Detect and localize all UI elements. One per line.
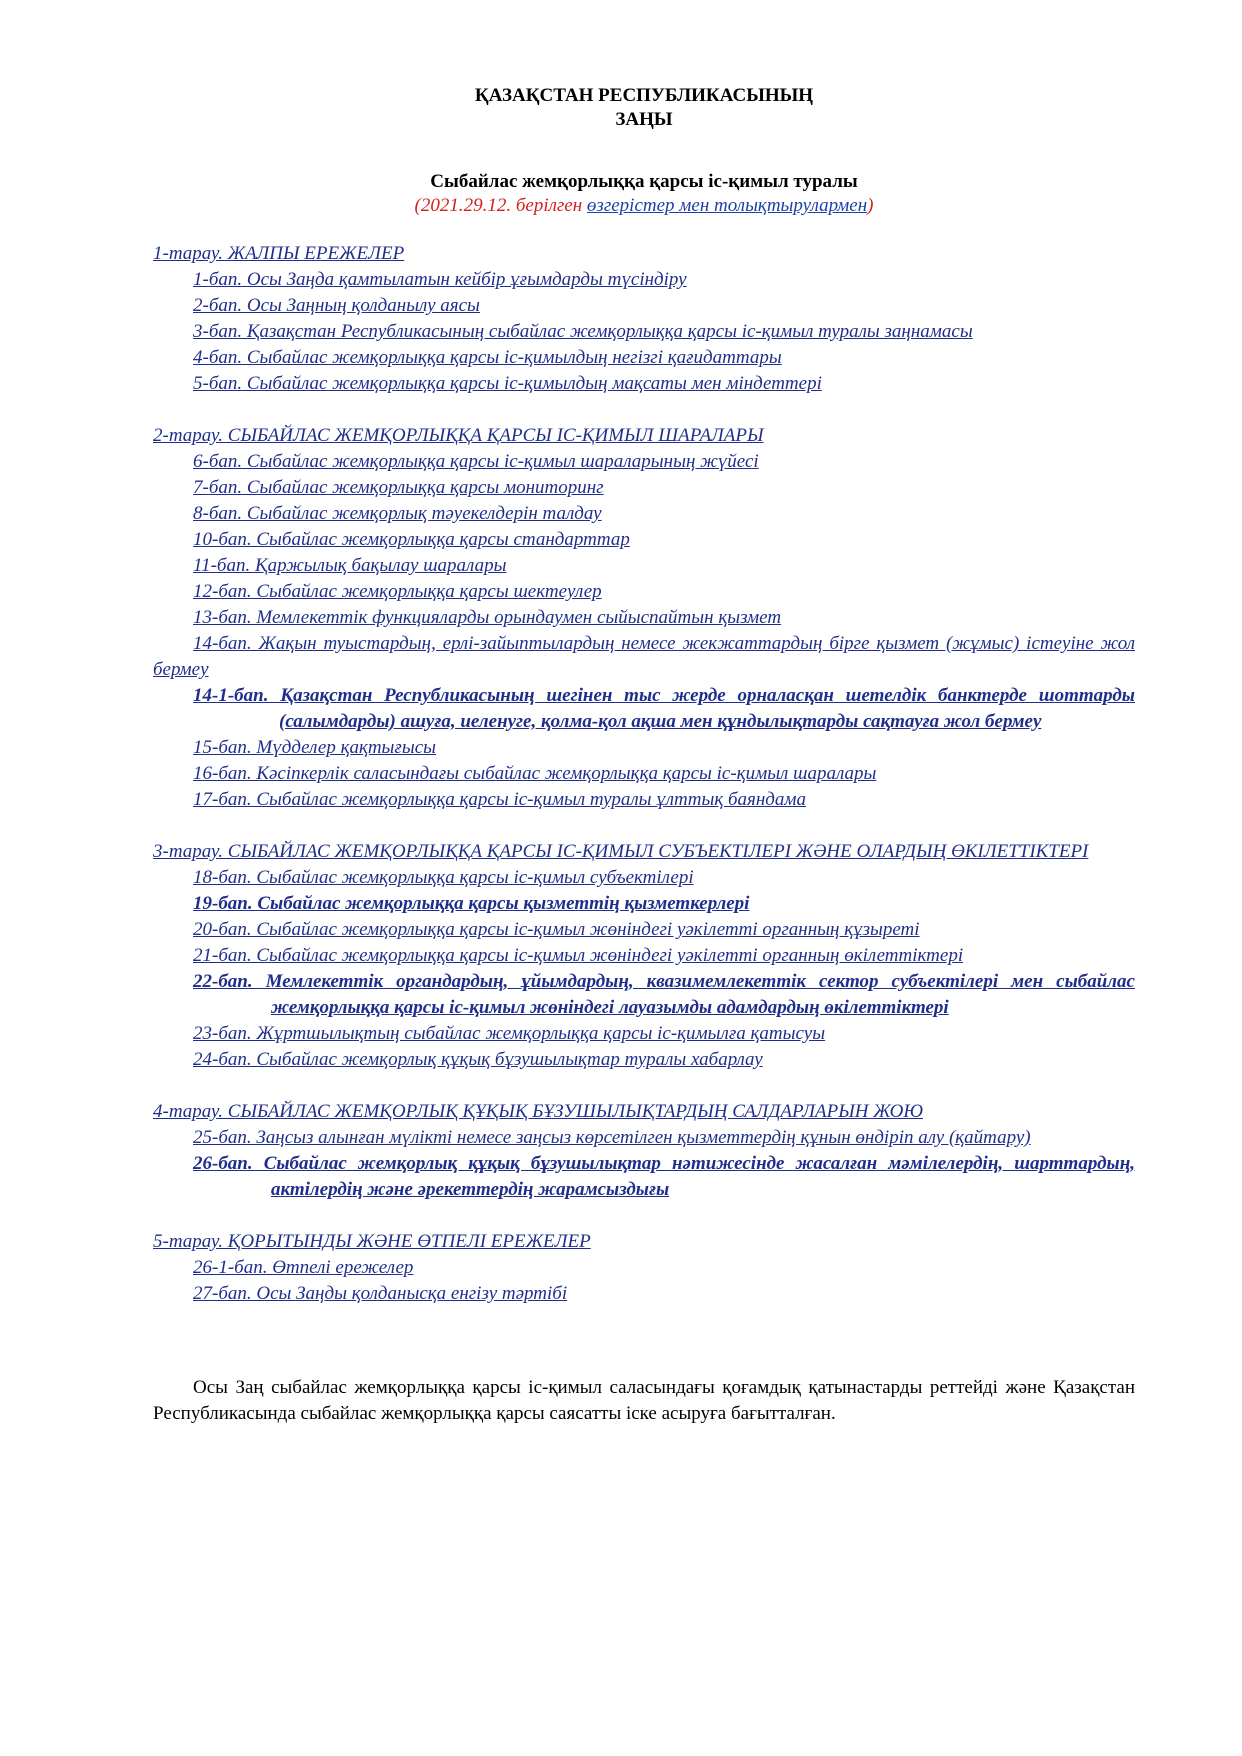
- toc-article-23[interactable]: 23-бап. Жұртшылықтың сыбайлас жемқорлыққа қарсы іс-қимылға қатысуы: [193, 1023, 826, 1044]
- toc-chapter-2[interactable]: 2-тарау. СЫБАЙЛАС ЖЕМҚОРЛЫҚҚА ҚАРСЫ ІС-ҚИМЫЛ ШАРАЛАРЫ: [153, 425, 764, 446]
- amendment-link[interactable]: өзгерістер мен толықтырулармен: [586, 195, 868, 216]
- toc-article-20[interactable]: 20-бап. Сыбайлас жемқорлыққа қарсы іс-қимыл жөніндегі уәкілетті органның құзыреті: [193, 919, 920, 940]
- amendment-open: (2021.29.12. берілген: [414, 195, 587, 216]
- toc-article-16[interactable]: 16-бап. Кәсіпкерлік саласындағы сыбайлас жемқорлыққа қарсы іс-қимыл шаралары: [193, 763, 877, 784]
- amendment-note: [153, 194, 1135, 218]
- section-gap: [153, 397, 1135, 423]
- section-gap: [153, 1203, 1135, 1229]
- toc-article-1[interactable]: 1-бап. Осы Заңда қамтылатын кейбір ұғымдарды түсіндіру: [193, 269, 687, 290]
- toc-article-24[interactable]: 24-бап. Сыбайлас жемқорлық құқық бұзушылықтар туралы хабарлау: [193, 1049, 763, 1070]
- table-of-contents: [153, 241, 1135, 1307]
- toc-article-14[interactable]: 14-бап. Жақын туыстардың, ерлі-зайыптылардың немесе жекжаттардың бірге қызмет (жұмыс) істеуіне жол бермеу: [153, 633, 1135, 680]
- document-page: [153, 84, 1135, 1427]
- toc-article-17[interactable]: 17-бап. Сыбайлас жемқорлыққа қарсы іс-қимыл туралы ұлттық баяндама: [193, 789, 807, 810]
- toc-chapter-3[interactable]: 3-тарау. СЫБАЙЛАС ЖЕМҚОРЛЫҚҚА ҚАРСЫ ІС-ҚИМЫЛ СУБЪЕКТІЛЕРІ ЖӘНЕ ОЛАРДЫҢ ӨКІЛЕТТІКТЕРІ: [153, 841, 1089, 862]
- toc-article-12[interactable]: 12-бап. Сыбайлас жемқорлыққа қарсы шектеулер: [193, 581, 602, 602]
- toc-article-7[interactable]: 7-бап. Сыбайлас жемқорлыққа қарсы мониторинг: [193, 477, 604, 498]
- toc-article-15[interactable]: 15-бап. Мүдделер қақтығысы: [193, 737, 437, 758]
- preamble-paragraph: Осы Заң сыбайлас жемқорлыққа қарсы іс-қимыл саласындағы қоғамдық қатынастарды реттейді және Қазақстан Республикасында сыбайлас жемқорлыққа қарсы саясатты іске асыруға бағытталған.: [153, 1377, 1135, 1424]
- toc-article-13[interactable]: 13-бап. Мемлекеттік функцияларды орындаумен сыйыспайтын қызмет: [193, 607, 782, 628]
- toc-article-18[interactable]: 18-бап. Сыбайлас жемқорлыққа қарсы іс-қимыл субъектілері: [193, 867, 694, 888]
- toc-chapter-5[interactable]: 5-тарау. ҚОРЫТЫНДЫ ЖӘНЕ ӨТПЕЛІ ЕРЕЖЕЛЕР: [153, 1231, 591, 1252]
- toc-article-3[interactable]: 3-бап. Қазақстан Республикасының сыбайлас жемқорлыққа қарсы іс-қимыл туралы заңнамасы: [193, 321, 973, 342]
- law-title-line2: ЗАҢЫ: [615, 109, 673, 130]
- toc-article-5[interactable]: 5-бап. Сыбайлас жемқорлыққа қарсы іс-қимылдың мақсаты мен міндеттері: [193, 373, 822, 394]
- law-subtitle: Сыбайлас жемқорлыққа қарсы іс-қимыл туралы: [430, 171, 858, 192]
- toc-article-27[interactable]: 27-бап. Осы Заңды қолданысқа енгізу тәртібі: [193, 1283, 568, 1304]
- toc-article-10[interactable]: 10-бап. Сыбайлас жемқорлыққа қарсы стандарттар: [193, 529, 630, 550]
- law-title-line1: ҚАЗАҚСТАН РЕСПУБЛИКАСЫНЫҢ: [474, 85, 814, 106]
- toc-article-26[interactable]: 26-бап. Сыбайлас жемқорлық құқық бұзушылықтар нәтижесінде жасалған мәмілелердің, шарттардың, актілердің және әрекеттердің жарамсыздығы: [193, 1153, 1135, 1200]
- toc-article-4[interactable]: 4-бап. Сыбайлас жемқорлыққа қарсы іс-қимылдың негізгі қағидаттары: [193, 347, 782, 368]
- toc-chapter-4[interactable]: 4-тарау. СЫБАЙЛАС ЖЕМҚОРЛЫҚ ҚҰҚЫҚ БҰЗУШЫЛЫҚТАРДЫҢ САЛДАРЛАРЫН ЖОЮ: [153, 1101, 923, 1122]
- toc-article-8[interactable]: 8-бап. Сыбайлас жемқорлық тәуекелдерін талдау: [193, 503, 602, 524]
- toc-article-21[interactable]: 21-бап. Сыбайлас жемқорлыққа қарсы іс-қимыл жөніндегі уәкілетті органның өкілеттіктері: [193, 945, 964, 966]
- toc-article-2[interactable]: 2-бап. Осы Заңның қолданылу аясы: [193, 295, 480, 316]
- toc-article-11[interactable]: 11-бап. Қаржылық бақылау шаралары: [193, 555, 507, 576]
- toc-article-14-1[interactable]: 14-1-бап. Қазақстан Республикасының шегінен тыс жерде орналасқан шетелдік банктерде шоттарды (салымдарды) ашуға, иеленуге, қолма-қол ақша мен құндылықтарды сақтауға жол бермеу: [193, 685, 1135, 732]
- toc-chapter-1[interactable]: 1-тарау. ЖАЛПЫ ЕРЕЖЕЛЕР: [153, 243, 405, 264]
- toc-article-19[interactable]: 19-бап. Сыбайлас жемқорлыққа қарсы қызметтің қызметкерлері: [193, 893, 750, 914]
- toc-article-25[interactable]: 25-бап. Заңсыз алынған мүлікті немесе заңсыз көрсетілген қызметтердің құнын өндіріп алу (қайтару): [193, 1127, 1031, 1148]
- toc-article-22[interactable]: 22-бап. Мемлекеттік органдардың, ұйымдардың, квазимемлекеттік сектор субъектілері мен сыбайлас жемқорлыққа қарсы іс-қимыл жөніндегі лауазымды адамдардың өкілеттіктері: [193, 971, 1135, 1018]
- amendment-close: ): [867, 195, 874, 216]
- toc-article-26-1[interactable]: 26-1-бап. Өтпелі ережелер: [193, 1257, 414, 1278]
- section-gap: [153, 813, 1135, 839]
- toc-article-6[interactable]: 6-бап. Сыбайлас жемқорлыққа қарсы іс-қимыл шараларының жүйесі: [193, 451, 759, 472]
- section-gap: [153, 1073, 1135, 1099]
